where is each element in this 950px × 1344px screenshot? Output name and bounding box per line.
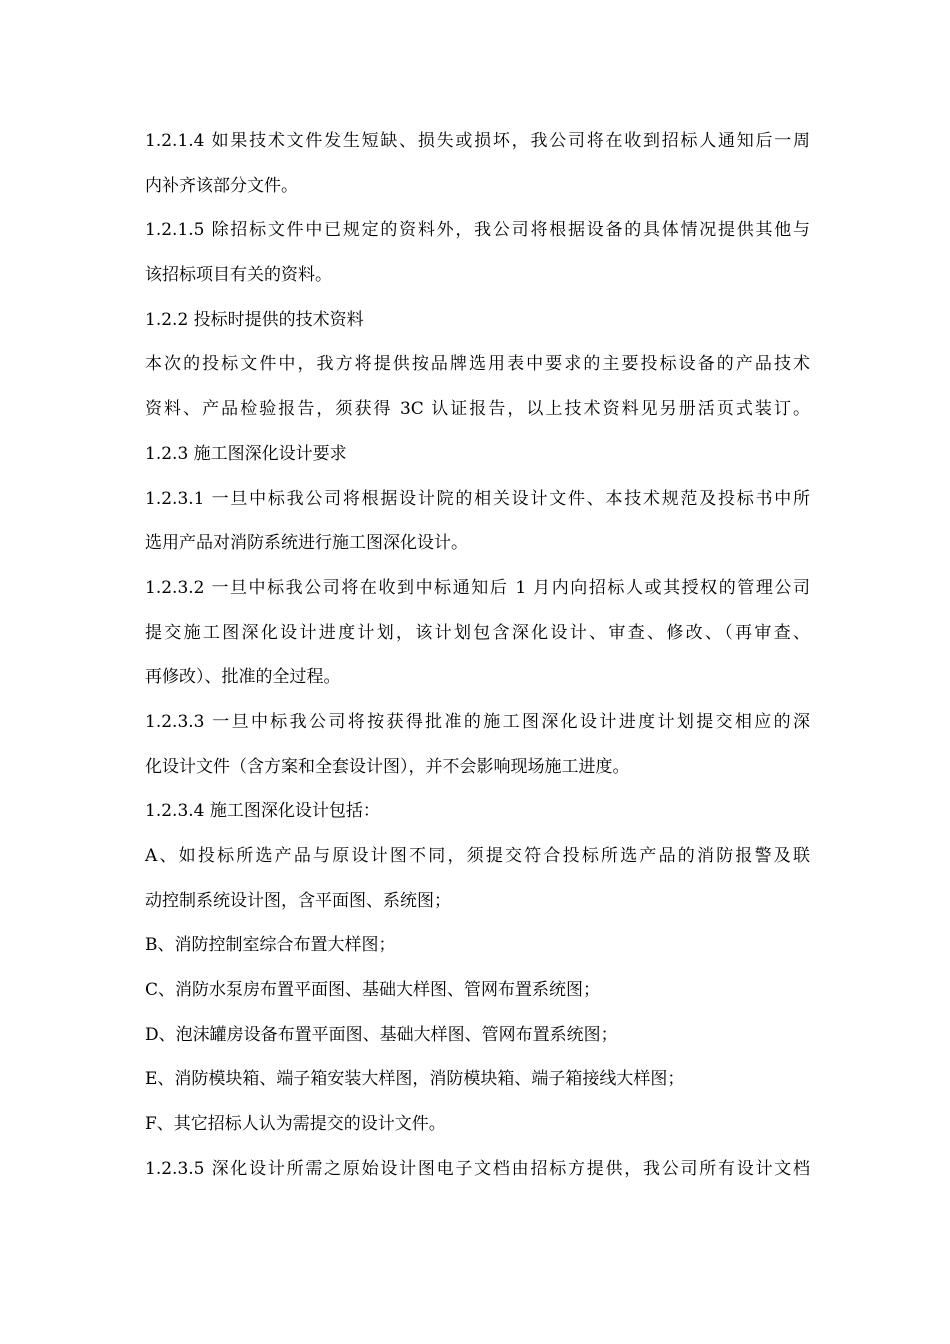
document-line: 1.2.3.5 深化设计所需之原始设计图电子文档由招标方提供，我公司所有设计文档: [145, 1158, 810, 1179]
document-line: E、消防模块箱、端子箱安装大样图，消防模块箱、端子箱接线大样图；: [145, 1069, 685, 1090]
document-line: 本次的投标文件中，我方将提供按品牌选用表中要求的主要投标设备的产品技术: [145, 354, 810, 375]
document-line: C、消防水泵房布置平面图、基础大样图、管网布置系统图；: [145, 980, 601, 1001]
document-line: 动控制系统设计图，含平面图、系统图；: [145, 890, 451, 911]
document-line: 1.2.3.1 一旦中标我公司将根据设计院的相关设计文件、本技术规范及投标书中所: [145, 488, 810, 509]
document-line: B、消防控制室综合布置大样图；: [145, 935, 396, 956]
document-line: 1.2.3.3 一旦中标我公司将按获得批准的施工图深化设计进度计划提交相应的深: [145, 711, 810, 732]
document-line: 1.2.3.2 一旦中标我公司将在收到中标通知后 1 月内向招标人或其授权的管理公司: [145, 577, 810, 598]
document-line: 该招标项目有关的资料。: [145, 265, 332, 286]
document-line: 1.2.1.5 除招标文件中已规定的资料外，我公司将根据设备的具体情况提供其他与: [145, 220, 810, 241]
document-line: 提交施工图深化设计进度计划，该计划包含深化设计、审查、修改、（再审查、: [145, 622, 810, 643]
document-line: 再修改）、批准的全过程。: [145, 667, 341, 688]
document-line: 选用产品对消防系统进行施工图深化设计。: [145, 533, 468, 554]
document-line: 1.2.3 施工图深化设计要求: [145, 443, 347, 464]
document-line: 1.2.1.4 如果技术文件发生短缺、损失或损坏，我公司将在收到招标人通知后一周: [145, 131, 810, 151]
document-line: 1.2.3.4 施工图深化设计包括：: [145, 801, 380, 822]
document-line: D、泡沫罐房设备布置平面图、基础大样图、管网布置系统图；: [145, 1024, 618, 1045]
document-line: 资料、产品检验报告，须获得 3C 认证报告，以上技术资料见另册活页式装订。: [145, 399, 810, 420]
document-line: 内补齐该部分文件。: [145, 175, 298, 196]
document-page: [145, 126, 810, 1199]
document-line: A、如投标所选产品与原设计图不同，须提交符合投标所选产品的消防报警及联: [145, 846, 810, 866]
document-line: 化设计文件（含方案和全套设计图），并不会影响现场施工进度。: [145, 756, 630, 777]
document-line: F、其它招标人认为需提交的设计文件。: [145, 1114, 446, 1135]
document-line: 1.2.2 投标时提供的技术资料: [145, 309, 364, 330]
